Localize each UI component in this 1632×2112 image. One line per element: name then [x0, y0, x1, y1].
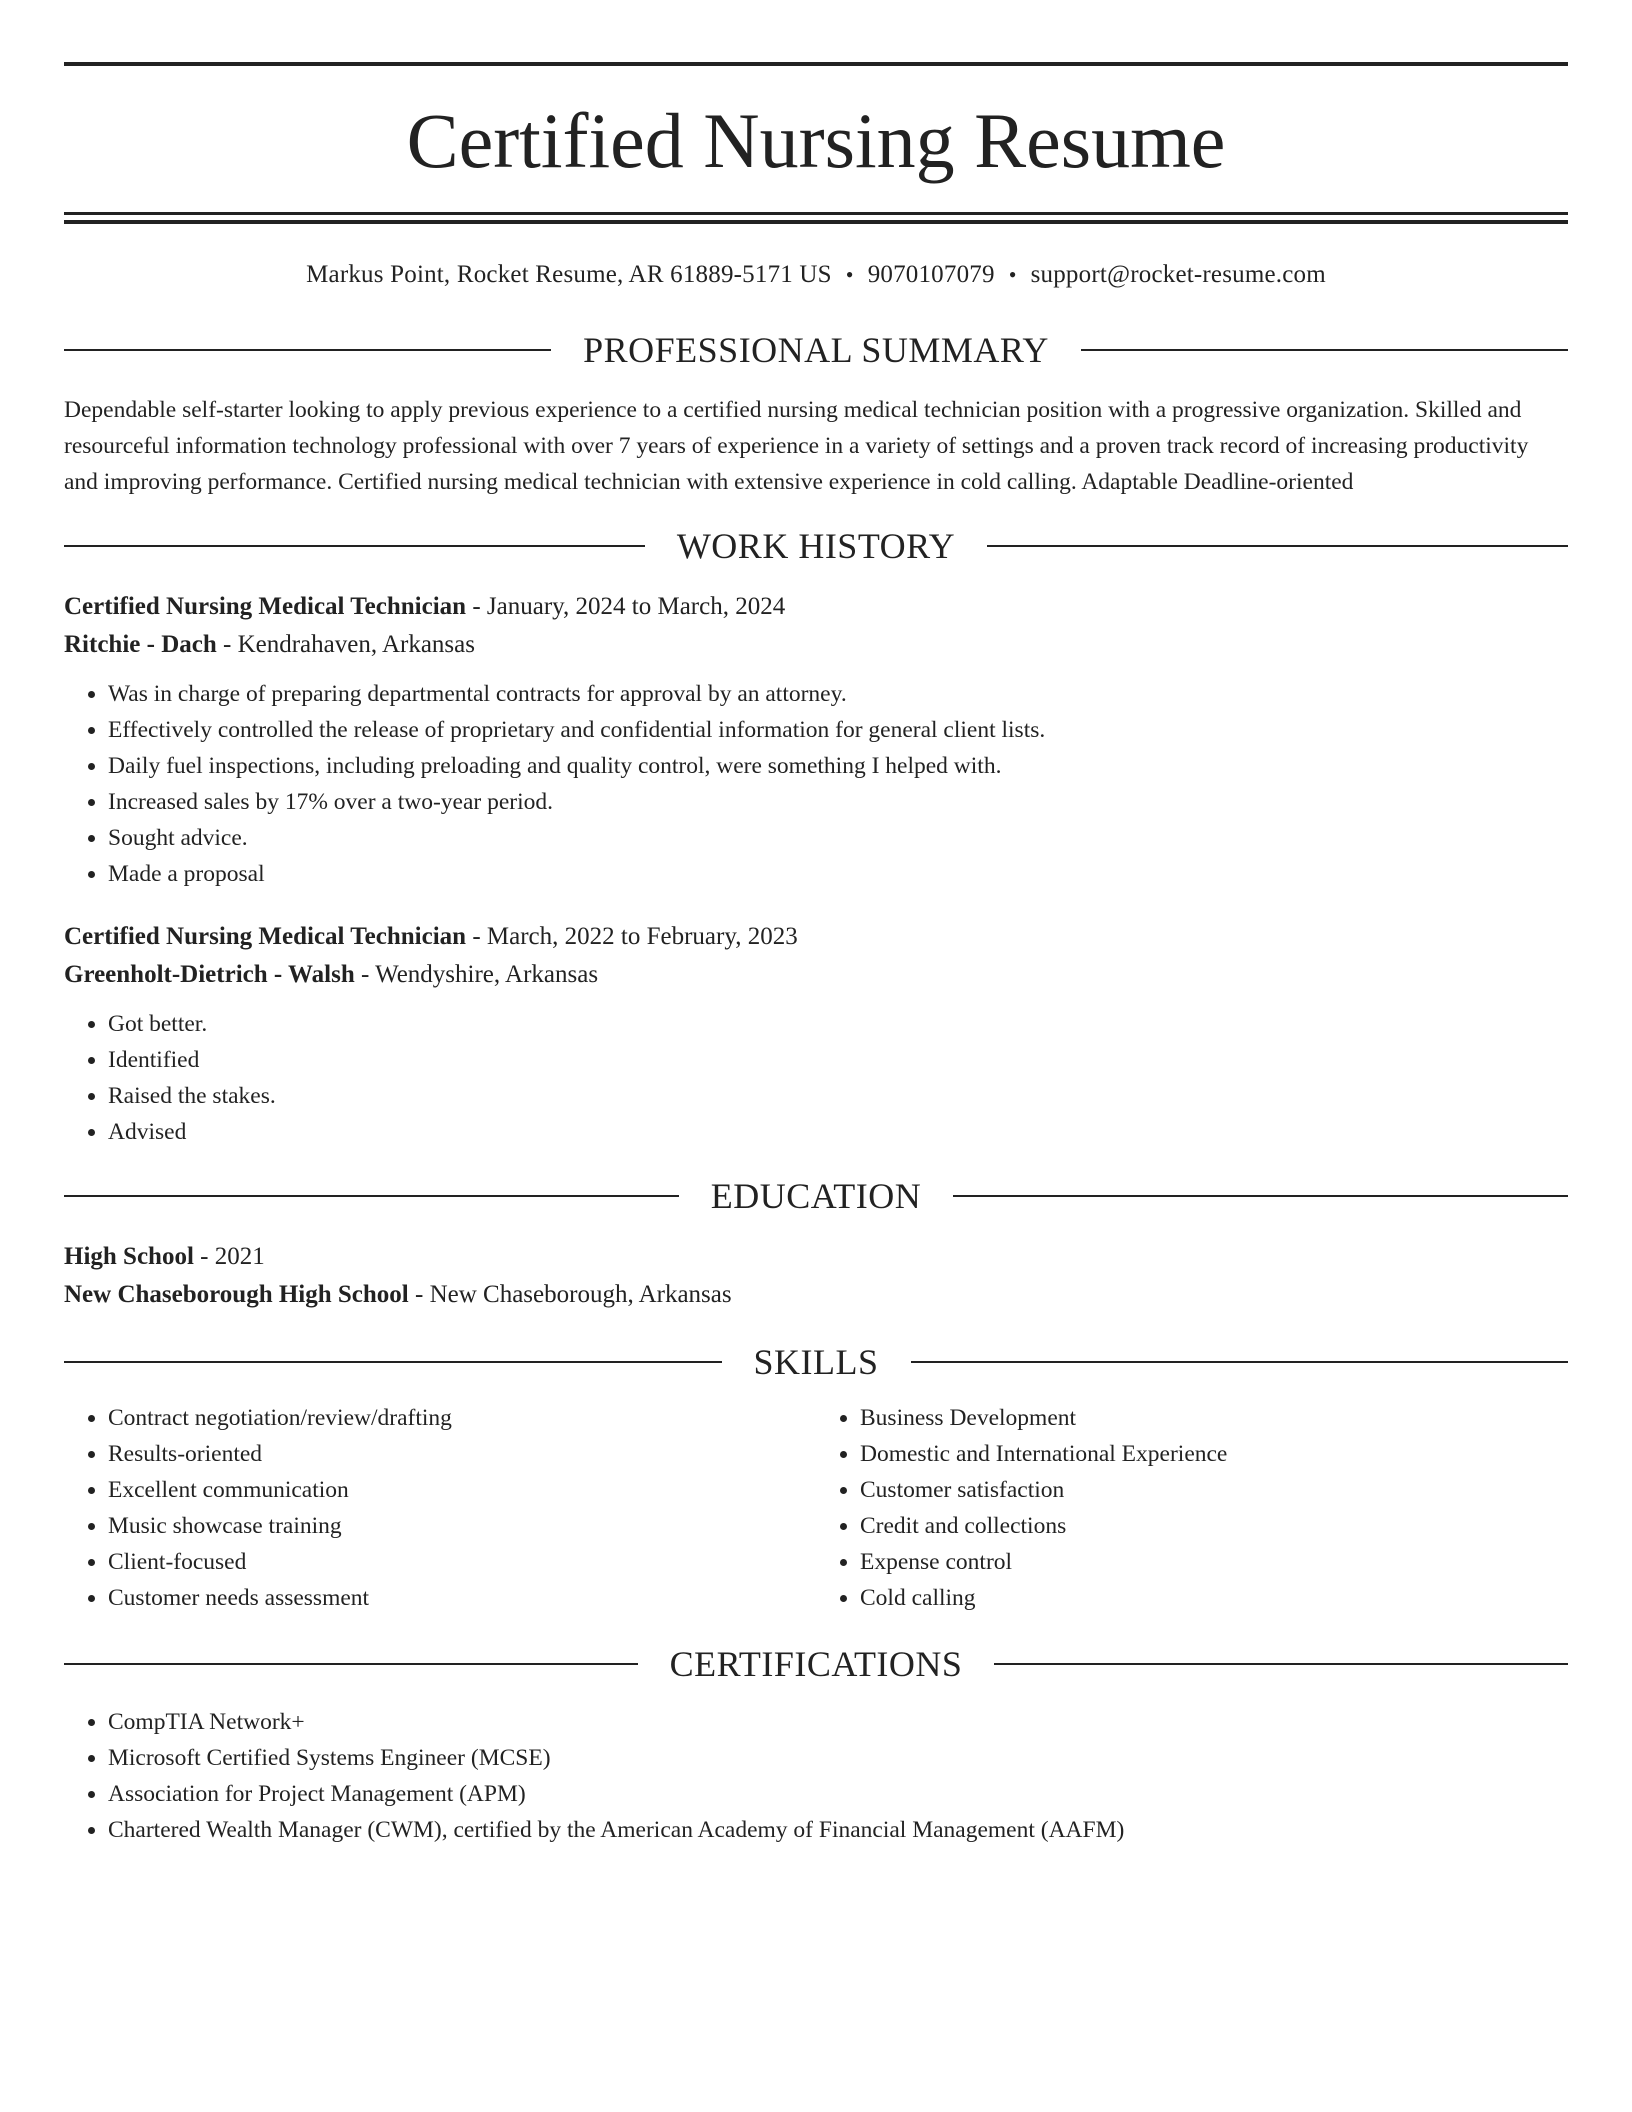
job-company: Greenholt-Dietrich - Walsh [64, 961, 355, 988]
list-item: • Customer satisfaction [860, 1472, 1568, 1508]
list-item: • Credit and collections [860, 1508, 1568, 1544]
job-dates: - March, 2022 to February, 2023 [466, 923, 798, 950]
list-item: • Was in charge of preparing departmental contracts for approval by an attorney. [108, 676, 1568, 712]
section-rule [994, 1663, 1568, 1665]
list-item: • Contract negotiation/review/drafting [108, 1400, 816, 1436]
list-item: • Identified [108, 1042, 1568, 1078]
job-title-line [64, 918, 1568, 956]
job-title-line [64, 588, 1568, 626]
contact-separator: • [845, 262, 854, 287]
job-entry [64, 918, 1568, 1150]
education-entry [64, 1238, 1568, 1314]
section-title: EDUCATION [710, 1176, 922, 1216]
section-rule [64, 349, 551, 351]
list-item: • Expense control [860, 1544, 1568, 1580]
list-item: • Music showcase training [108, 1508, 816, 1544]
resume-title: Certified Nursing Resume [406, 97, 1226, 184]
contact-email: support@rocket-resume.com [1030, 261, 1326, 288]
list-item: • Increased sales by 17% over a two-year period. [108, 784, 1568, 820]
section-title: CERTIFICATIONS [669, 1644, 963, 1684]
title-double-rule [64, 212, 1568, 224]
education-degree-line [64, 1238, 1568, 1276]
section-header-skills [64, 1342, 1568, 1382]
section-rule [64, 545, 645, 547]
list-item: • Chartered Wealth Manager (CWM), certified by the American Academy of Financial Management (AAFM) [108, 1812, 1568, 1848]
section-rule [987, 545, 1568, 547]
list-item: • Sought advice. [108, 820, 1568, 856]
section-rule [64, 1195, 679, 1197]
section-header-certifications [64, 1644, 1568, 1684]
skills-list-right [816, 1400, 1568, 1616]
education-school-line [64, 1276, 1568, 1314]
job-location: - Wendyshire, Arkansas [354, 961, 599, 988]
list-item: • Domestic and International Experience [860, 1436, 1568, 1472]
list-item: • Results-oriented [108, 1436, 816, 1472]
job-location: - Kendrahaven, Arkansas [216, 631, 475, 658]
section-rule [953, 1195, 1568, 1197]
list-item: • Association for Project Management (APM) [108, 1776, 1568, 1812]
list-item: • Customer needs assessment [108, 1580, 816, 1616]
job-company-line [64, 956, 1568, 994]
section-rule [1081, 349, 1568, 351]
section-rule [911, 1361, 1569, 1363]
job-company-line [64, 626, 1568, 664]
list-item: • Made a proposal [108, 856, 1568, 892]
certifications-block [64, 1704, 1568, 1848]
education-location: - New Chaseborough, Arkansas [408, 1281, 732, 1308]
job-bullets [64, 676, 1568, 892]
section-title: PROFESSIONAL SUMMARY [583, 330, 1049, 370]
section-header-education [64, 1176, 1568, 1216]
job-dates: - January, 2024 to March, 2024 [466, 593, 786, 620]
list-item: • CompTIA Network+ [108, 1704, 1568, 1740]
section-header-work [64, 526, 1568, 566]
list-item: • Daily fuel inspections, including preloading and quality control, were something I helped with. [108, 748, 1568, 784]
list-item: • Cold calling [860, 1580, 1568, 1616]
top-rule [64, 62, 1568, 66]
list-item: • Excellent communication [108, 1472, 816, 1508]
education-school: New Chaseborough High School [64, 1281, 409, 1308]
summary-text: Dependable self-starter looking to apply previous experience to a certified nursing medical technician position with a progressive organization. Skilled and resourceful information technology professional with over 7 years of experience in a variety of settings and a proven track record of increasing productivity and improving performance. Certified nursing medical technician with extensive experience in cold calling. Adaptable Deadline-oriented [64, 397, 1529, 495]
skills-list-left [64, 1400, 816, 1616]
job-title: Certified Nursing Medical Technician [64, 923, 467, 950]
contact-phone: 9070107079 [867, 261, 995, 288]
section-rule [64, 1663, 638, 1665]
list-item: • Effectively controlled the release of proprietary and confidential information for general client lists. [108, 712, 1568, 748]
section-title: WORK HISTORY [676, 526, 956, 566]
list-item: • Business Development [860, 1400, 1568, 1436]
skills-columns [64, 1400, 1568, 1616]
job-company: Ritchie - Dach [64, 631, 217, 658]
job-entry [64, 588, 1568, 892]
education-year: - 2021 [193, 1243, 265, 1270]
contact-line [64, 260, 1568, 290]
section-rule [64, 1361, 722, 1363]
list-item: • Advised [108, 1114, 1568, 1150]
job-title: Certified Nursing Medical Technician [64, 593, 467, 620]
list-item: • Raised the stakes. [108, 1078, 1568, 1114]
certifications-list [64, 1704, 1568, 1848]
section-title: SKILLS [753, 1342, 879, 1382]
list-item: • Client-focused [108, 1544, 816, 1580]
contact-address: Markus Point, Rocket Resume, AR 61889-5171 US [306, 261, 832, 288]
list-item: • Microsoft Certified Systems Engineer (MCSE) [108, 1740, 1568, 1776]
job-bullets [64, 1006, 1568, 1150]
list-item: • Got better. [108, 1006, 1568, 1042]
education-degree: High School [64, 1243, 194, 1270]
section-header-summary [64, 330, 1568, 370]
contact-separator: • [1008, 262, 1017, 287]
